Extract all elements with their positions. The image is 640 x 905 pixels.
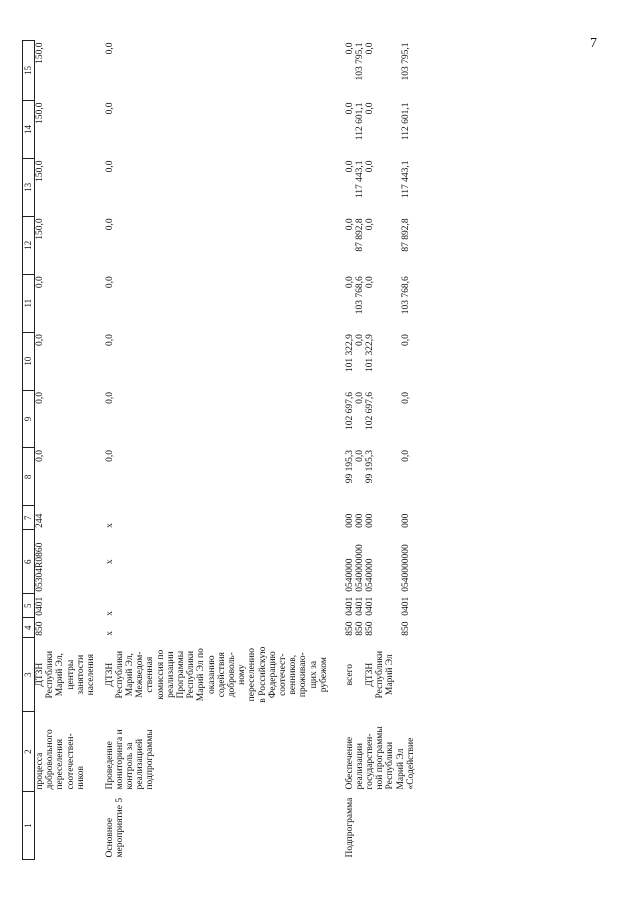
cell-c11: 0,0 <box>364 276 375 289</box>
cell-c10: 0,0 <box>400 334 411 347</box>
header-col-1: 1 <box>23 792 35 860</box>
cell-c10: 0,0 <box>104 334 115 347</box>
cell-c3 <box>105 638 345 712</box>
cell-c8: 0,0 <box>35 449 45 462</box>
cell-c11: 0,0 <box>35 276 45 289</box>
text-line: доброволь- <box>226 652 237 698</box>
cell-c5: 0401 <box>364 596 375 616</box>
text-line: добровольного <box>45 729 56 790</box>
text-line: Межведом- <box>135 651 146 698</box>
text-line: оказанию <box>206 655 217 695</box>
text-line: в Российскую <box>257 646 268 703</box>
cell-c5: 0401 <box>354 596 365 616</box>
cell-c12: 0,0 <box>344 218 355 231</box>
cell-c12: 0,0 <box>364 218 375 231</box>
header-col-2: 2 <box>23 712 35 792</box>
page-number: 7 <box>590 36 597 51</box>
cell-c13: 0,0 <box>364 160 375 173</box>
cell-c10: 101 322,9 <box>364 334 375 373</box>
text-line: реализацией <box>135 738 146 790</box>
cell-c5: 0401 <box>344 596 355 616</box>
text-line: подпрограммы <box>145 729 156 790</box>
text-line: ДТЗН <box>364 662 375 687</box>
cell-c10: 0,0 <box>354 334 365 347</box>
cell-c4: 850 <box>35 621 45 636</box>
table-header <box>23 41 35 860</box>
header-col-6: 6 <box>23 530 35 594</box>
cell-c11: 103 768,6 <box>354 276 365 315</box>
cell-c7: 000 <box>364 513 375 528</box>
text-line: Марий Эл <box>385 654 396 696</box>
text-line: центры <box>65 659 76 690</box>
text-line: реализации <box>165 651 176 698</box>
text-line: комиссия по <box>155 649 166 700</box>
cell-c6: 0540000 <box>344 558 355 592</box>
header-col-10: 10 <box>23 332 35 390</box>
cell-c2 <box>105 712 345 792</box>
text-line: Обеспечение <box>344 736 355 790</box>
text-line: Программы <box>175 650 186 699</box>
cell-c13: 0,0 <box>344 160 355 173</box>
cell-c7: 000 <box>400 513 411 528</box>
cell-c2 <box>35 712 105 792</box>
text-line: процесса <box>35 752 45 790</box>
cell-c12: 87 892,8 <box>354 218 365 252</box>
header-col-7: 7 <box>23 506 35 530</box>
text-line: ственная <box>145 656 156 693</box>
text-line: государствен- <box>364 733 375 790</box>
cell-c15: 103 795,1 <box>354 42 365 81</box>
cell-c11: 103 768,6 <box>400 276 411 315</box>
cell-c7: 000 <box>354 513 365 528</box>
text-line: Республики <box>385 741 396 790</box>
cell-c4: 850 <box>344 621 355 636</box>
cell-c15: 0,0 <box>364 42 375 55</box>
cell-c13: 0,0 <box>104 160 115 173</box>
text-line: Марий Эл по <box>196 648 207 702</box>
header-col-8: 8 <box>23 448 35 506</box>
cell-c1: Подпрограмма <box>344 797 355 858</box>
text-line: ДТЗН <box>104 662 115 687</box>
text-line: переселению <box>247 648 258 702</box>
cell-c8: 99 195,3 <box>364 449 375 484</box>
cell-c13: 117 443,1 <box>354 160 365 199</box>
header-col-15: 15 <box>23 41 35 101</box>
text-line: рубежом <box>318 657 329 693</box>
table-row <box>345 41 355 860</box>
text-line: соотечествен- <box>65 733 76 790</box>
text-line: щих за <box>308 660 319 689</box>
cell-c1 <box>35 792 105 860</box>
rotated-table-container <box>22 40 602 860</box>
cell-c8: 0,0 <box>400 449 411 462</box>
cell-c15: 103 795,1 <box>400 42 411 81</box>
cell-c3 <box>35 638 105 712</box>
header-col-5: 5 <box>23 594 35 618</box>
table-row <box>105 41 345 860</box>
cell-c1 <box>105 792 345 860</box>
cell-c9: 0,0 <box>400 392 411 404</box>
cell-c5: 0401 <box>400 596 411 616</box>
cell-c10: 0,0 <box>35 334 45 347</box>
cell-c14: 0,0 <box>364 102 375 115</box>
cell-c7: 000 <box>344 513 355 528</box>
cell-c2 <box>345 712 416 792</box>
header-col-14: 14 <box>23 101 35 159</box>
cell-c8: 99 195,3 <box>344 449 355 484</box>
text-line: мониторинга и <box>114 729 125 790</box>
text-line: Федерацию <box>267 651 278 699</box>
text-line: Марий Эл, <box>55 653 66 697</box>
cell-c4: 850 <box>354 621 365 636</box>
text-line: Республики <box>186 650 197 699</box>
text-line: Проведение <box>104 741 115 790</box>
cell-c9: 0,0 <box>354 392 365 404</box>
cell-c14: 112 601,1 <box>400 102 411 141</box>
cell-c9: 102 697,6 <box>364 392 375 431</box>
header-col-12: 12 <box>23 216 35 274</box>
cell-c4: 850 <box>364 621 375 636</box>
table-row <box>35 41 105 860</box>
cell-c13: 150,0 <box>35 160 45 182</box>
cell-c6: x <box>104 559 115 565</box>
cell-c14: 150,0 <box>35 102 45 124</box>
cell-c12: 0,0 <box>104 218 115 231</box>
cell-c3 <box>365 638 416 712</box>
cell-c5: 0401 <box>35 596 45 616</box>
header-col-11: 11 <box>23 274 35 332</box>
cell-c14: 0,0 <box>104 102 115 115</box>
cell-c9: 0,0 <box>104 392 115 404</box>
cell-c10: 101 322,9 <box>344 334 355 373</box>
cell-c7: x <box>104 523 115 528</box>
text-line: населения <box>86 654 97 696</box>
text-line: Республики <box>114 650 125 699</box>
cell-c14: 112 601,1 <box>354 102 365 141</box>
header-col-13: 13 <box>23 158 35 216</box>
cell-c6: 0540000000 <box>354 544 365 592</box>
text-line: венников, <box>288 654 299 695</box>
cell-c6: 0540000 <box>364 558 375 592</box>
header-col-9: 9 <box>23 390 35 448</box>
cell-c4: 850 <box>400 621 411 636</box>
text-line: переселения <box>55 738 66 790</box>
text-line: Республики <box>375 650 386 699</box>
text-line: ДТЗН <box>35 662 45 687</box>
cell-c11: 0,0 <box>344 276 355 289</box>
cell-c3: всего <box>344 663 355 686</box>
cell-c6: 05304R0860 <box>35 542 45 592</box>
cell-c11: 0,0 <box>104 276 115 289</box>
text-line: Республики <box>45 650 56 699</box>
cell-c9: 102 697,6 <box>344 392 355 431</box>
cell-c6: 0540000000 <box>400 544 411 592</box>
text-line: реализации <box>354 743 365 790</box>
text-line: ной программы <box>375 726 386 790</box>
text-line: Марий Эл, <box>124 653 135 697</box>
cell-c12: 87 892,8 <box>400 218 411 252</box>
cell-c8: 0,0 <box>104 449 115 462</box>
cell-c15: 0,0 <box>344 42 355 55</box>
cell-c7: 244 <box>35 513 45 528</box>
cell-c5: x <box>104 610 115 616</box>
text-line: ников <box>75 765 86 790</box>
text-line: мероприятие 5 <box>114 797 125 858</box>
text-line: занятости <box>75 654 86 695</box>
text-line: Марий Эл <box>395 748 406 790</box>
text-line: ному <box>237 664 248 685</box>
cell-c14: 0,0 <box>344 102 355 115</box>
cell-c4: x <box>104 630 115 636</box>
text-line: соотечест- <box>277 653 288 696</box>
cell-c8: 0,0 <box>354 449 365 462</box>
header-col-4: 4 <box>23 618 35 638</box>
cell-c15: 0,0 <box>104 42 115 55</box>
cell-c9: 0,0 <box>35 392 45 404</box>
text-line: контроль за <box>124 742 135 790</box>
text-line: содействия <box>216 652 227 698</box>
header-col-3: 3 <box>23 638 35 712</box>
cell-c15: 150,0 <box>35 42 45 64</box>
text-line: «Содействие <box>405 737 416 790</box>
text-line: проживаю- <box>298 652 309 698</box>
cell-c12: 150,0 <box>35 218 45 240</box>
cell-c13: 117 443,1 <box>400 160 411 199</box>
budget-table <box>22 40 416 860</box>
text-line: Основное <box>104 817 115 858</box>
